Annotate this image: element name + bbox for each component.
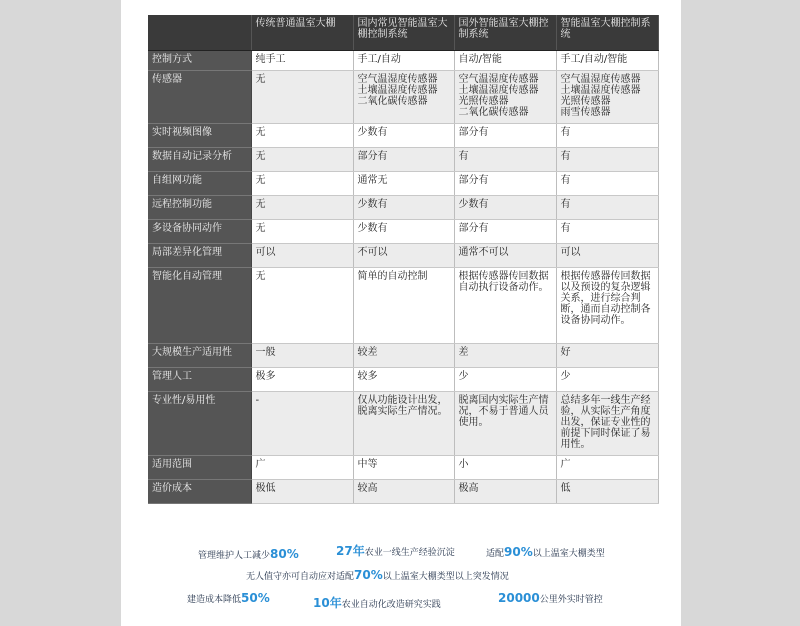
table-row [148,368,658,392]
table-cell: 部分有 [454,172,556,196]
table-cell: 部分有 [454,220,556,244]
highlight-experience [336,542,455,559]
column-header: 国内常见智能温室大棚控制系统 [353,15,454,51]
table-cell: 无 [251,268,353,344]
table-row [148,456,658,480]
highlight-number: 10年 [313,596,342,610]
highlight-text: 管理维护人工减少 [198,551,271,561]
table-row [148,148,658,172]
table-cell: 仅从功能设计出发，脱离实际生产情况。 [353,392,454,456]
row-label: 适用范围 [148,456,251,480]
table-cell: 部分有 [353,148,454,172]
row-label: 造价成本 [148,480,251,504]
table-cell: 根据传感器传回数据以及预设的复杂逻辑关系，进行综合判断，通而自动控制各设备协同动作。 [556,268,658,344]
table-row [148,220,658,244]
table-cell: 无 [251,220,353,244]
row-label: 控制方式 [148,51,251,71]
table-cell: 根据传感器传回数据自动执行设备动作。 [454,268,556,344]
table-cell: 有 [556,196,658,220]
table-cell: 手工/自动/智能 [556,51,658,71]
highlight-labor [198,547,299,561]
highlight-number: 20000 [498,591,540,605]
table-cell: 部分有 [454,124,556,148]
highlight-remote [498,591,603,605]
table-cell: 小 [454,456,556,480]
highlight-text: 无人值守亦可自动应对适配 [246,572,355,582]
table-cell: 好 [556,344,658,368]
table-cell: 简单的自动控制 [353,268,454,344]
highlight-number: 90% [504,545,533,559]
table-cell: 广 [251,456,353,480]
highlight-text: 建造成本降低 [187,595,242,605]
highlight-number: 80% [270,547,299,561]
row-label: 自组网功能 [148,172,251,196]
table-row [148,480,658,504]
table-cell: 通常无 [353,172,454,196]
table-cell: 空气温湿度传感器 土壤温湿度传感器 光照传感器 二氧化碳传感器 [454,71,556,124]
highlight-text: 公里外实时管控 [539,595,603,605]
row-label: 实时视频图像 [148,124,251,148]
table-cell: 一般 [251,344,353,368]
highlight-unattended [246,568,509,582]
table-cell: 无 [251,71,353,124]
table-cell: 有 [556,148,658,172]
table-cell: 无 [251,124,353,148]
highlight-number: 27年 [336,544,365,558]
table-row [148,172,658,196]
table-row [148,392,658,456]
table-cell: 低 [556,480,658,504]
row-label: 传感器 [148,71,251,124]
highlight-text: 以上温室大棚类型 [532,549,605,559]
table-cell: 手工/自动 [353,51,454,71]
highlight-text: 以上温室大棚类型以上突发情况 [382,572,509,582]
table-cell: 极低 [251,480,353,504]
table-cell: 空气温湿度传感器 土壤温湿度传感器 光照传感器 雨雪传感器 [556,71,658,124]
table-header-row [148,15,658,51]
table-cell: 极高 [454,480,556,504]
row-label: 管理人工 [148,368,251,392]
table-cell: 中等 [353,456,454,480]
column-header: 传统普通温室大棚 [251,15,353,51]
table-row [148,344,658,368]
table-cell: 少数有 [353,124,454,148]
highlight-text: 农业一线生产经验沉淀 [364,548,455,558]
table-cell: 少数有 [454,196,556,220]
table-cell: 脱离国内实际生产情况，不易于普通人员使用。 [454,392,556,456]
table-cell: 有 [556,220,658,244]
table-cell: 较差 [353,344,454,368]
table-cell: 广 [556,456,658,480]
highlight-number: 50% [241,591,270,605]
table-cell: 较多 [353,368,454,392]
highlight-number: 70% [354,568,383,582]
highlight-text: 适配 [486,549,505,559]
column-header: 国外智能温室大棚控制系统 [454,15,556,51]
table-cell: 少 [556,368,658,392]
table-row [148,124,658,148]
table-cell: - [251,392,353,456]
table-cell: 少 [454,368,556,392]
table-cell: 可以 [251,244,353,268]
table-cell: 有 [556,172,658,196]
table-cell: 差 [454,344,556,368]
table-row [148,51,658,71]
row-label: 多设备协同动作 [148,220,251,244]
table-cell: 无 [251,196,353,220]
table-row [148,196,658,220]
table-cell: 较高 [353,480,454,504]
row-label: 智能化自动管理 [148,268,251,344]
highlight-compatibility [486,545,605,559]
header-corner [148,15,251,51]
row-label: 数据自动记录分析 [148,148,251,172]
table-cell: 极多 [251,368,353,392]
table-cell: 无 [251,148,353,172]
highlight-text: 农业自动化改造研究实践 [341,600,441,610]
table-cell: 可以 [556,244,658,268]
row-label: 大规模生产适用性 [148,344,251,368]
table-cell: 有 [454,148,556,172]
table-cell: 少数有 [353,196,454,220]
feature-highlights [121,530,681,626]
row-label: 专业性/易用性 [148,392,251,456]
table-cell: 纯手工 [251,51,353,71]
table-cell: 空气温湿度传感器 土壤温湿度传感器 二氧化碳传感器 [353,71,454,124]
row-label: 局部差异化管理 [148,244,251,268]
table-row [148,244,658,268]
table-row [148,268,658,344]
highlight-cost [187,591,270,605]
table-cell: 不可以 [353,244,454,268]
column-header: 智能温室大棚控制系统 [556,15,658,51]
comparison-table [148,15,659,504]
row-label: 远程控制功能 [148,196,251,220]
table-row [148,71,658,124]
table-cell: 无 [251,172,353,196]
table-cell: 总结多年一线生产经验，从实际生产角度出发，保证专业性的前提下同时保证了易用性。 [556,392,658,456]
table-cell: 自动/智能 [454,51,556,71]
highlight-research [313,594,441,611]
table-cell: 通常不可以 [454,244,556,268]
table-cell: 有 [556,124,658,148]
table-cell: 少数有 [353,220,454,244]
document-page [121,0,681,626]
